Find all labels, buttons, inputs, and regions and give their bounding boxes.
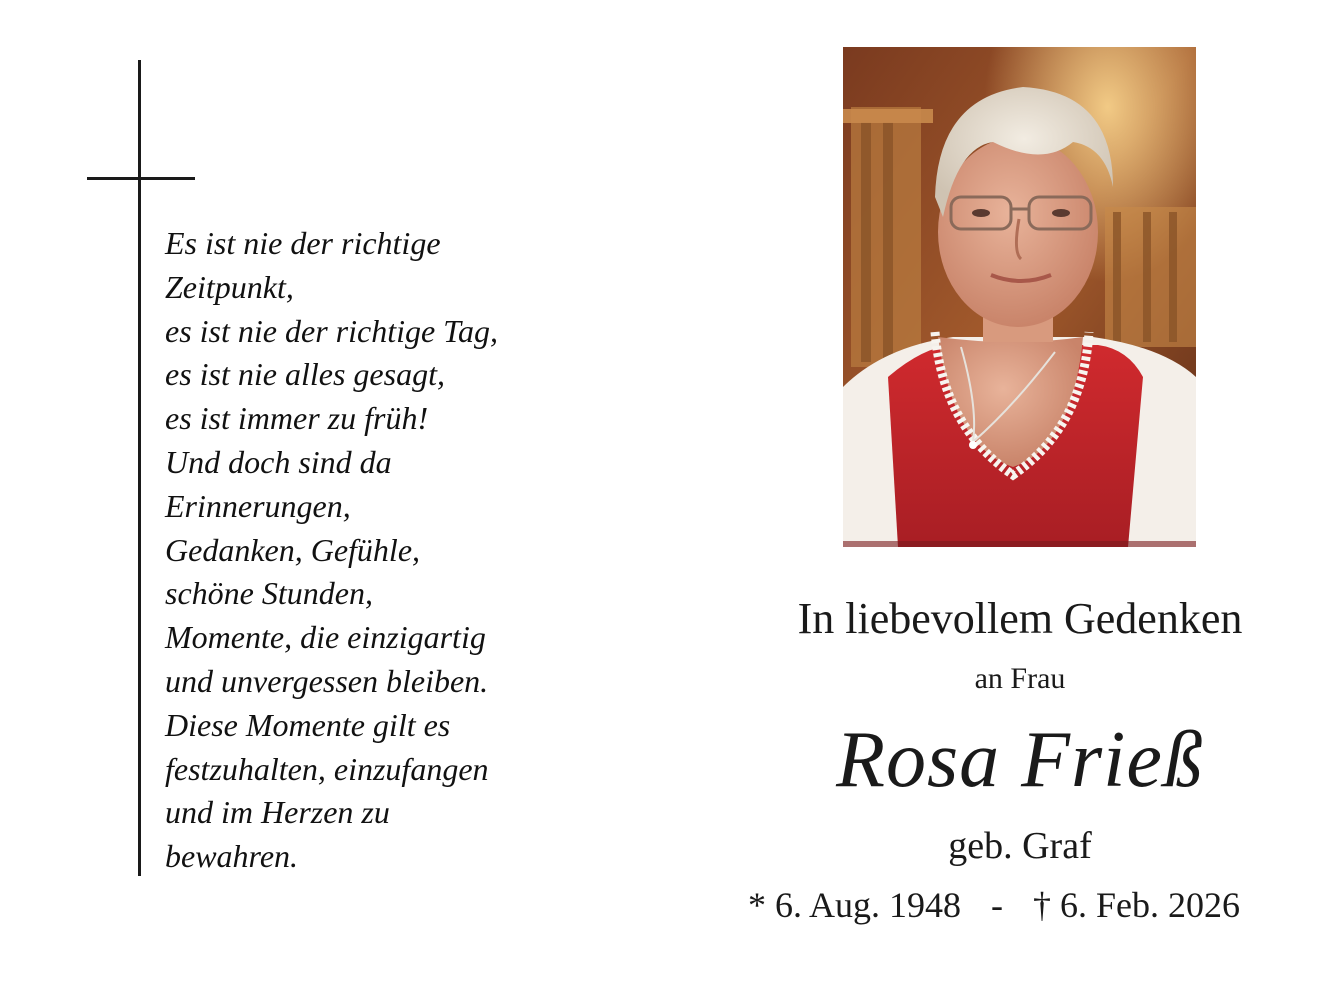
poem-line: Erinnerungen, (165, 487, 351, 524)
salutation: an Frau (974, 662, 1066, 695)
poem-line: Zeitpunkt, (165, 268, 294, 305)
life-dates (748, 884, 1240, 926)
poem-line: und unvergessen bleiben. (165, 662, 489, 699)
poem-line: es ist nie alles gesagt, (165, 356, 445, 393)
death-date: † 6. Feb. 2026 (1033, 885, 1241, 925)
poem-line: es ist nie der richtige Tag, (165, 312, 499, 349)
portrait-photo (843, 47, 1196, 547)
poem-line: und im Herzen zu (165, 794, 390, 831)
poem (165, 222, 498, 879)
poem-line: schöne Stunden, (165, 575, 373, 612)
poem-line: Und doch sind da (165, 443, 392, 480)
birth-date: * 6. Aug. 1948 (748, 885, 962, 925)
cross-horizontal-bar (87, 177, 195, 180)
cross-vertical-bar (138, 60, 141, 876)
date-separator: - (991, 885, 1004, 925)
poem-line: festzuhalten, einzufangen (165, 750, 489, 787)
poem-line: Gedanken, Gefühle, (165, 531, 421, 568)
poem-line: es ist immer zu früh! (165, 400, 429, 437)
maiden-name: geb. Graf (948, 825, 1092, 867)
deceased-name: Rosa Frieß (836, 716, 1204, 804)
poem-line: Momente, die einzigartig (165, 619, 486, 656)
memorial-headline: In liebevollem Gedenken (797, 594, 1243, 643)
poem-line: Es ist nie der richtige (165, 225, 441, 261)
poem-line: bewahren. (165, 838, 299, 875)
poem-line: Diese Momente gilt es (165, 706, 451, 743)
